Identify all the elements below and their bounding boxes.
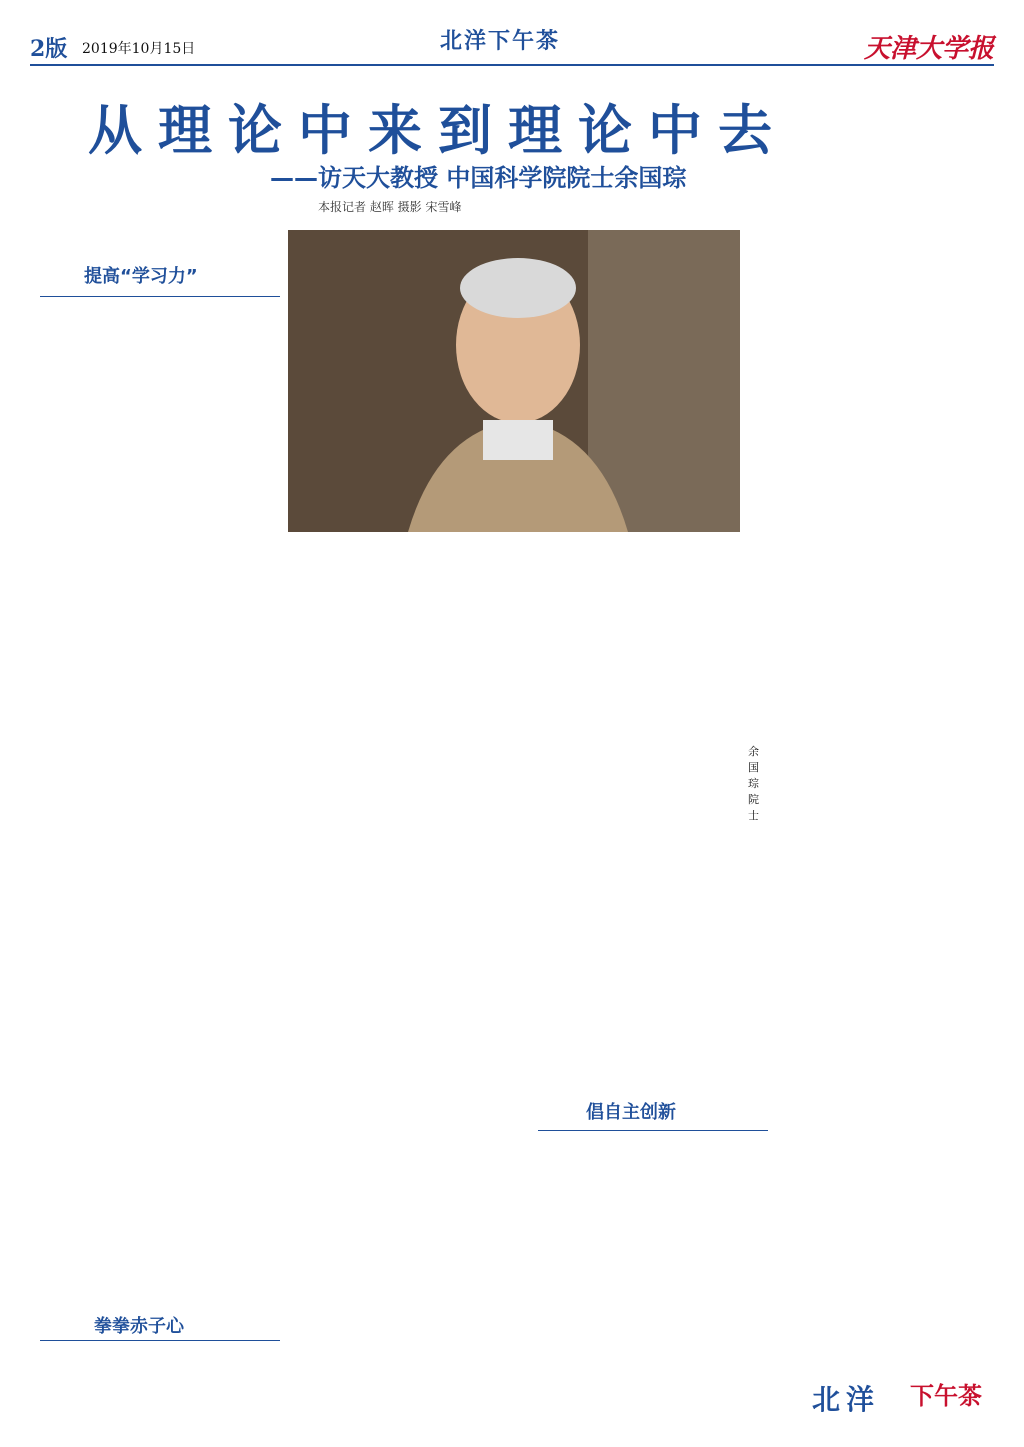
footer-brand-alt: 下午茶 bbox=[910, 1382, 982, 1410]
article-subtitle: ——访天大教授 中国科学院院士余国琮 bbox=[270, 164, 687, 192]
page-header bbox=[30, 28, 994, 64]
page-number: 2版 bbox=[30, 36, 68, 62]
portrait-illustration bbox=[288, 230, 740, 532]
section-underline bbox=[40, 296, 280, 297]
footer-brand: 北洋 bbox=[812, 1383, 881, 1416]
article-byline: 本报记者 赵晖 摄影 宋雪峰 bbox=[318, 200, 462, 214]
section-heading-learning: 提高“学习力” bbox=[84, 266, 198, 287]
article-title: 从理论中来到理论中去 bbox=[88, 99, 788, 162]
issue-date: 2019年10月15日 bbox=[82, 41, 196, 57]
section-heading-heart: 拳拳赤子心 bbox=[94, 1316, 184, 1337]
section-underline bbox=[538, 1130, 768, 1131]
masthead: 天津大学报 bbox=[863, 34, 994, 64]
section-title: 北洋下午茶 bbox=[440, 28, 561, 54]
section-heading-innovation: 倡自主创新 bbox=[586, 1102, 676, 1123]
top-rule bbox=[30, 64, 994, 66]
photo-caption: 余国琮院士 bbox=[740, 742, 767, 824]
portrait-photo bbox=[288, 230, 759, 822]
section-underline bbox=[40, 1340, 280, 1341]
